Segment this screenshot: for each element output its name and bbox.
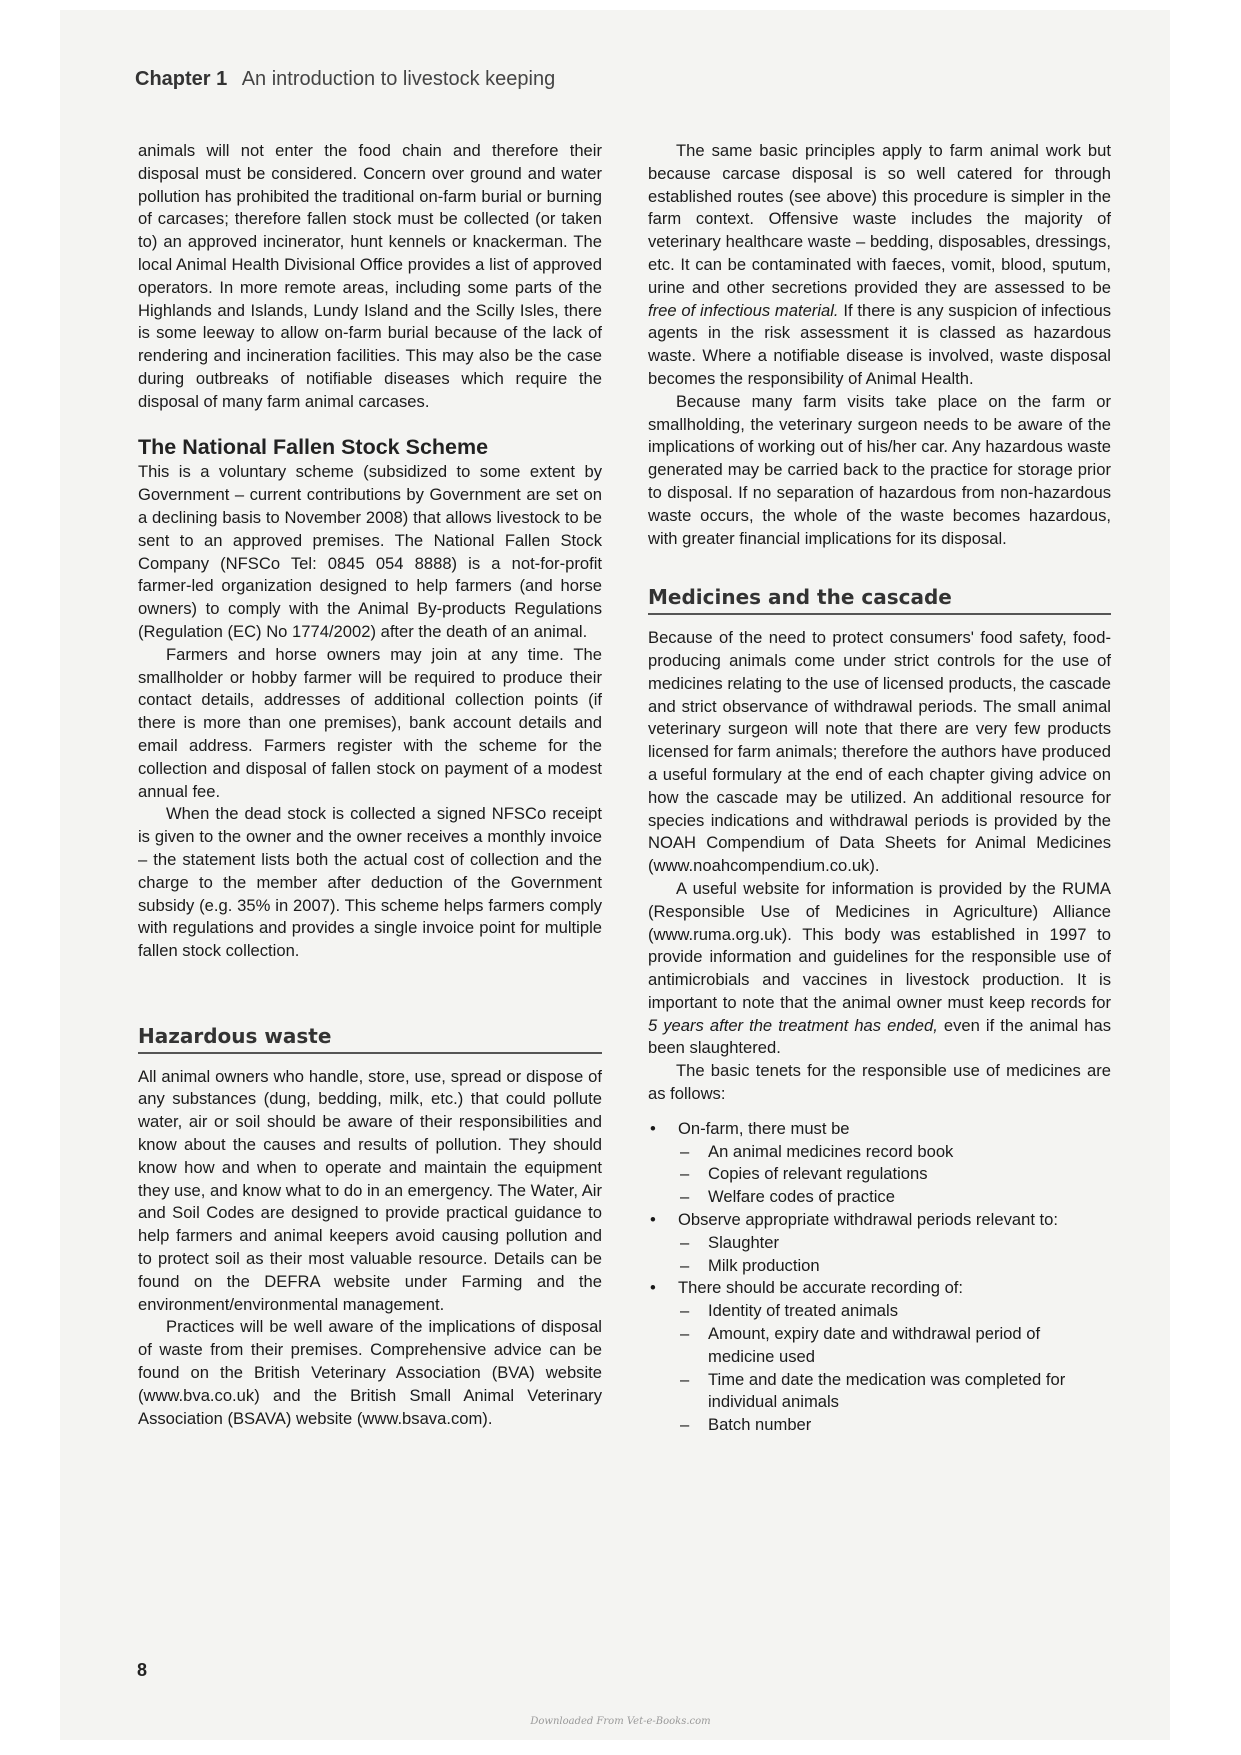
paragraph: Because many farm visits take place on the farm or smallholding, the veterinary surgeon needs to be aware of the implications of working out of his/her car. Any hazardous waste generated may be carried back to the practice for storage prior to disposal. If no separation of hazardous from non-hazardous waste occurs, the whole of the waste becomes hazardous, with greater financial implications for its disposal.	[648, 391, 1111, 548]
paragraph: Farmers and horse owners may join at any time. The smallholder or hobby farmer will be required to produce their contact details, addresses of additional collection points (if there is more than one premises), bank account details and email address. Farmers register with the scheme for the collection and disposal of fallen stock on payment of a modest annual fee.	[138, 644, 602, 801]
paragraph: When the dead stock is collected a signed NFSCo receipt is given to the owner and the owner receives a monthly invoice – the statement lists both the actual cost of collection and the charge to the member after deduction of the Government subsidy (e.g. 35% in 2007). This scheme helps farmers comply with regulations and provides a single invoice point for multiple fallen stock collection.	[138, 804, 602, 961]
paragraph: The basic tenets for the responsible use of medicines are as follows:	[648, 1061, 1111, 1104]
paragraph: animals will not enter the food chain and therefore their disposal must be considered. Concern over ground and water pollution has prohibited the traditional on-farm burial or burning of carcases; therefore fallen stock must be collected (or taken to) an approved incinerator, hunt kennels or knackerman. The local Animal Health Divisional Office provides a list of approved operators. In more remote areas, including some parts of the Highlands and Islands, Lundy Island and the Scilly Isles, there is some leeway to allow on-farm burial because of the lack of rendering and incineration facilities. This may also be the case during outbreaks of notifiable diseases which require the disposal of many farm animal carcases.	[138, 141, 602, 411]
paragraph: The same basic principles apply to farm animal work but because carcase disposal is so well catered for through established routes (see above) this procedure is simpler in the farm context. Offensive waste includes the majority of veterinary healthcare waste – bedding, disposables, dressings, etc. It can be contaminated with faeces, vomit, blood, sputum, urine and other secretions provided they are assessed to be free of infectious material. If there is any suspicion of infectious agents in the risk assessment it is classed as hazardous waste. Where a notifiable disease is involved, waste disposal becomes the responsibility of Animal Health.	[648, 141, 1111, 388]
list-item: – Time and date the medication was completed for individual animals	[678, 1369, 1111, 1415]
sub-list	[678, 1232, 1111, 1278]
list-item: – Batch number	[678, 1414, 1111, 1437]
bullet-list	[648, 1118, 1111, 1437]
paragraph: All animal owners who handle, store, use, spread or dispose of any substances (dung, bedding, milk, etc.) that could pollute water, air or soil should be aware of their responsibilities and know about the causes and results of pollution. They should know how and when to operate and maintain the equipment they use, and know what to do in an emergency. The Water, Air and Soil Codes are designed to provide practical guidance to help farmers and animal keepers avoid causing pollution and to protect soil as their most valuable resource. Details can be found on the DEFRA website under Farming and the environment/environmental management.	[138, 1066, 602, 1314]
section-heading-hazardous-waste: Hazardous waste	[138, 1025, 602, 1054]
paragraph: Because of the need to protect consumers' food safety, food-producing animals come under strict controls for the use of medicines relating to the use of licensed products, the cascade and strict observance of withdrawal periods. The small animal veterinary surgeon will note that there are very few products licensed for farm animals; therefore the authors have produced a useful formulary at the end of each chapter giving advice on how the cascade may be utilized. An additional resource for species indications and withdrawal periods is provided by the NOAH Compendium of Data Sheets for Animal Medicines (www.noahcompendium.co.uk).	[648, 628, 1111, 876]
chapter-title: An introduction to livestock keeping	[241, 68, 556, 90]
list-item: – Amount, expiry date and withdrawal period of medicine used	[678, 1323, 1111, 1369]
sub-list	[678, 1141, 1111, 1209]
sub-list	[678, 1300, 1111, 1437]
list-item: • On-farm, there must be – An animal medicines record book – Copies of relevant regulations – Welfare codes of practice	[648, 1118, 1111, 1209]
section-heading-medicines: Medicines and the cascade	[648, 586, 1111, 615]
emphasis-text: free of infectious material.	[648, 300, 839, 320]
list-item: • Observe appropriate withdrawal periods relevant to: – Slaughter – Milk production	[648, 1209, 1111, 1277]
paragraph: This is a voluntary scheme (subsidized to some extent by Government – current contributions by Government are set on a declining basis to November 2008) that allows livestock to be sent to an approved premises. The National Fallen Stock Company (NFSCo Tel: 0845 054 8888) is a not-for-profit farmer-led organization designed to help farmers (and horse owners) to comply with the Animal By-products Regulations (Regulation (EC) No 1774/2002) after the death of an animal.	[138, 462, 602, 641]
list-item: – Slaughter	[678, 1232, 1111, 1255]
list-item: – Copies of relevant regulations	[678, 1163, 1111, 1186]
left-column	[138, 140, 602, 1430]
emphasis-text: 5 years after the treatment has ended,	[648, 1015, 938, 1035]
running-header	[135, 68, 555, 91]
chapter-number: Chapter 1	[135, 68, 228, 90]
list-item: – Welfare codes of practice	[678, 1186, 1111, 1209]
paragraph: A useful website for information is provided by the RUMA (Responsible Use of Medicines in Agriculture) Alliance (www.ruma.org.uk). This body was established in 1997 to provide information and guidelines for the responsible use of antimicrobials and vaccines in livestock production. It is important to note that the animal owner must keep records for 5 years after the treatment has ended, even if the animal has been slaughtered.	[648, 878, 1111, 1058]
list-item: • There should be accurate recording of: – Identity of treated animals – Amount, expiry date and withdrawal period of medicine used – Time and date the medication was completed for individual animals – Batch number	[648, 1277, 1111, 1437]
right-column	[648, 140, 1111, 1437]
list-item: – An animal medicines record book	[678, 1141, 1111, 1164]
list-item: – Identity of treated animals	[678, 1300, 1111, 1323]
list-item: – Milk production	[678, 1255, 1111, 1278]
paragraph: Practices will be well aware of the implications of disposal of waste from their premises. Comprehensive advice can be found on the British Veterinary Association (BVA) website (www.bva.co.uk) and the British Small Animal Veterinary Association (BSAVA) website (www.bsava.com).	[138, 1317, 602, 1428]
page-number: 8	[137, 1660, 148, 1680]
section-heading-fallen-stock: The National Fallen Stock Scheme	[138, 434, 489, 459]
footer-watermark: Downloaded From Vet-e-Books.com	[530, 1716, 711, 1727]
